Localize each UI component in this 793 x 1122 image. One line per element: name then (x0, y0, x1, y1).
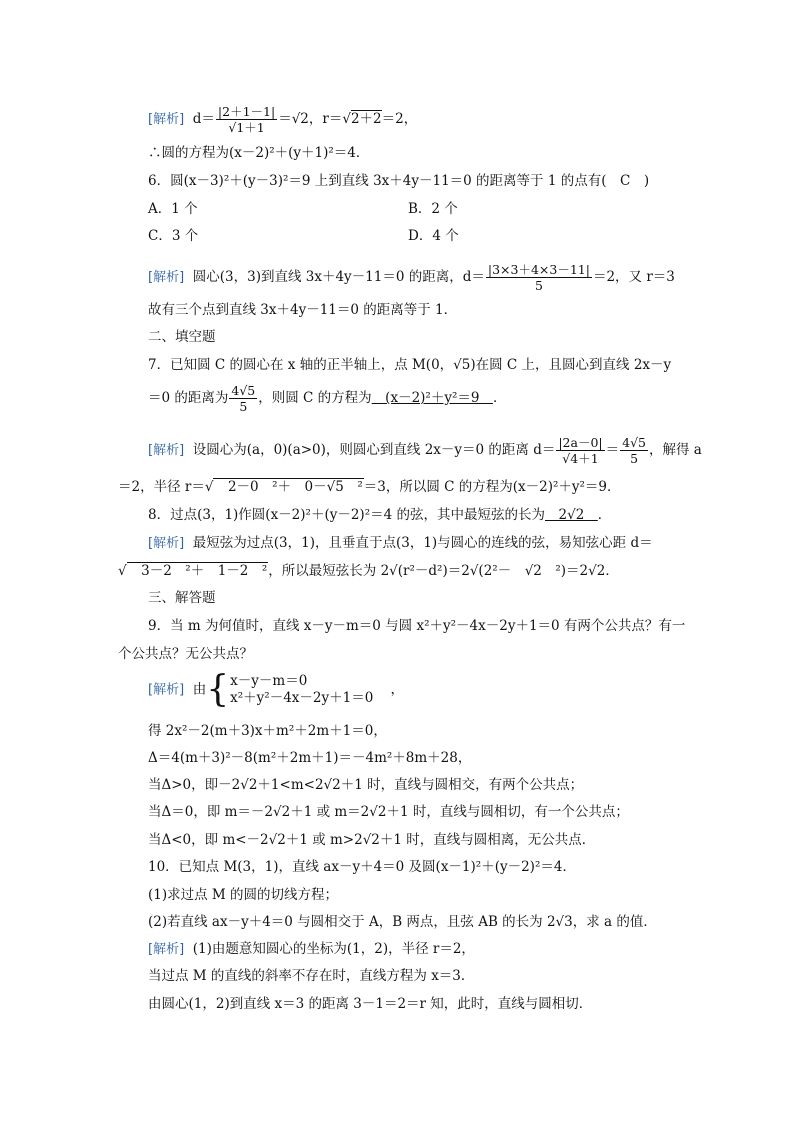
q8-solution-line2: √ 3－2 ²＋ 1－2 ²，所以最短弦长为 2√(r²－d²)＝2√(2²－ √2 ²)＝2√2． (118, 563, 619, 579)
q5-d-label: d＝ (192, 111, 215, 127)
q9-solution-system: [解析] 由{ x－y－m＝0 x²＋y²－4x－2y＋1＝0 ， (148, 669, 404, 710)
q7-solution-line1: [解析] 设圆心为(a，0)(a>0)，则圆心到直线 2x－y＝0 的距离 d＝ $\frac{|2a-0|}{√4+1}$ ＝ $\frac{4√5}{5}$ ，解得 a (148, 435, 702, 466)
q9-solution-line6: 当Δ<0，即 m<－2√2＋1 或 m>2√2＋1 时，直线与圆相离，无公共点． (148, 832, 596, 848)
q10-stem-line1: 10．已知点 M(3，1)，直线 ax－y＋4＝0 及圆(x－1)²＋(y－2)²＝4． (148, 859, 576, 875)
q9-solution-line2: 得 2x²－2(m＋3)x＋m²＋2m＋1＝0， (148, 723, 387, 739)
equation-system: x－y－m＝0 x²＋y²－4x－2y＋1＝0 (230, 673, 374, 706)
section-answer: 三、解答题 (148, 590, 216, 606)
q9-solution-line5: 当Δ＝0，即 m＝－2√2＋1 或 m＝2√2＋1 时，直线与圆相切，有一个公共点； (148, 804, 629, 820)
section-fill-in: 二、填空题 (148, 329, 216, 345)
q6-option-c: C．3 个 (148, 228, 199, 244)
q5-end: ＝2， (381, 111, 418, 127)
q6-solution-line2: 故有三个点到直线 3x＋4y－11＝0 的距离等于 1． (148, 302, 458, 318)
q7-stem-line2: ＝0 的距离为 $\frac{4√5}{5}$ ，则圆 C 的方程为 (x－2)²＋y²＝9 ． (148, 383, 507, 414)
q5-r-radicand: 2＋2 (350, 111, 382, 127)
q6-option-b: B．2 个 (408, 201, 458, 217)
q6-option-d: D．4 个 (408, 228, 459, 244)
q7-stem-line1: 7．已知圆 C 的圆心在 x 轴的正半轴上，点 M(0，√5)在圆 C 上，且圆心到直线 2x－y (148, 357, 672, 373)
q6-option-a: A．1 个 (148, 201, 198, 217)
solution-tag: [解析] (148, 270, 185, 285)
q5-frac-den: √1＋1 (228, 120, 265, 135)
q8-answer: 2√2 (545, 507, 598, 523)
q7-answer: (x－2)²＋y²＝9 (371, 390, 493, 406)
q5-frac-num: |2＋1－1| (217, 104, 276, 119)
q10-solution-line1: [解析] (1)由题意知圆心的坐标为(1，2)，半径 r＝2， (148, 941, 475, 957)
q10-stem-line2: (1)求过点 M 的圆的切线方程； (148, 887, 339, 903)
q7-fraction: $\frac{4√5}{5}$ (231, 383, 256, 414)
q5-solution-line2: ∴圆的方程为(x－2)²＋(y＋1)²＝4． (148, 145, 370, 161)
q9-solution-line3: Δ＝4(m＋3)²－8(m²＋2m＋1)＝－4m²＋8m＋28， (148, 750, 472, 766)
solution-tag: [解析] (148, 682, 185, 698)
q9-solution-line4: 当Δ>0，即－2√2＋1<m<2√2＋1 时，直线与圆相交，有两个公共点； (148, 777, 584, 793)
q5-fraction (216, 104, 277, 135)
q10-solution-line2: 当过点 M 的直线的斜率不存在时，直线方程为 x＝3． (148, 968, 475, 984)
q5-solution-line1: [解析] d＝ $\frac{|2+1-1|}{√1+1}$ ＝√2，r＝√2＋2＝2， (148, 104, 418, 135)
left-brace-icon: { (206, 669, 230, 710)
q7-solution-line2: ＝2，半径 r＝√ 2－0 ²＋ 0－√5 ²＝3，所以圆 C 的方程为(x－2)²＋y²＝9． (118, 479, 621, 495)
q5-mid: ＝√2，r＝ (278, 111, 343, 127)
solution-tag: [解析] (148, 443, 185, 458)
q6-fraction: $\frac{|3\times 3+4\times 3-11|}{5}$ (487, 262, 590, 293)
q9-stem-line2: 个公共点？无公共点？ (118, 646, 253, 662)
q9-stem-line1: 9．当 m 为何值时，直线 x－y－m＝0 与圆 x²＋y²－4x－2y＋1＝0 有两个公共点？有一 (148, 618, 686, 634)
solution-tag: [解析] (148, 112, 185, 127)
q6-stem: 6．圆(x－3)²＋(y－3)²＝9 上到直线 3x＋4y－11＝0 的距离等于 1 的点有( C ) (148, 173, 650, 189)
q8-solution-line1: [解析] 最短弦为过点(3，1)，且垂直于点(3，1)与圆心的连线的弦，易知弦心距 d＝ (148, 535, 653, 551)
q8-stem: 8．过点(3，1)作圆(x－2)²＋(y－2)²＝4 的弦，其中最短弦的长为 2√2 ． (148, 507, 612, 523)
solution-tag: [解析] (148, 536, 185, 551)
q10-stem-line3: (2)若直线 ax－y＋4＝0 与圆相交于 A，B 两点，且弦 AB 的长为 2√3，求 a 的值． (148, 914, 657, 930)
q6-solution-line1: [解析] 圆心(3，3)到直线 3x＋4y－11＝0 的距离，d＝ $\frac{|3\times 3+4\times 3-11|}{5}$ ＝2，又 r＝3 (148, 262, 675, 293)
q10-solution-line3: 由圆心(1，2)到直线 x＝3 的距离 3－1＝2＝r 知，此时，直线与圆相切． (148, 996, 593, 1012)
solution-tag: [解析] (148, 942, 185, 957)
